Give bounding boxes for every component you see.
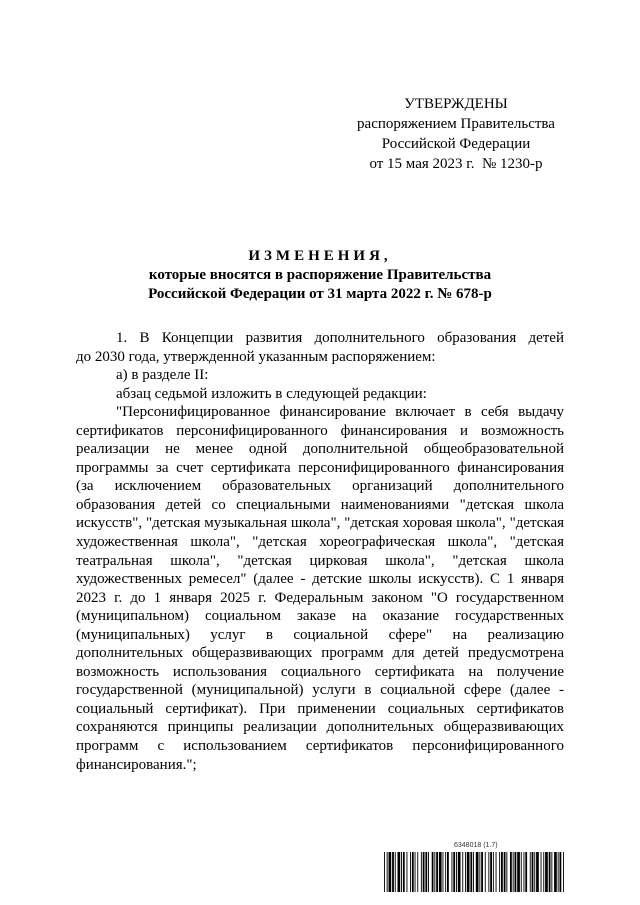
document-subtitle [0,266,640,304]
paragraph-2: а) в разделе II: [116,367,209,384]
approval-date-number: от 15 мая 2023 г. № 1230-р [369,156,543,172]
approval-heading: УТВЕРЖДЕНЫ [404,96,508,112]
document-title: ИЗМЕНЕНИЯ, [248,248,392,264]
subtitle-line-1: которые вносятся в распоряжение Правительства [148,267,492,283]
paragraph-1-line-1: 1. В Концепции развития дополнительного образования детей [116,330,564,346]
quoted-paragraph: "Персонифицированное финансирование включает в себя выдачу сертификатов персонифицированного финансирования и возможность реализации не менее одной дополнительной общеобразовательной программы за счет сертификата персонифицированного финансирования (за исключением образовательных организаций дополнительного образования детей со специальными наименованиями "детская школа искусств", "детская музыкальная школа", "детская хоровая школа", "детская художественная школа", "детская хореографическая школа", "детская театральная школа", "детская цирковая школа", "детская школа художественных ремесел" (далее - детские школы искусств). С 1 января 2023 г. до 1 января 2025 г. Федеральным законом "О государственном (муниципальном) социальном заказе на оказание государственных (муниципальных) услуг в социальной сфере" на реализацию дополнительных общеразвивающих программ для детей предусмотрена возможность использования социального сертификата на получение государственной (муниципальной) услуги в социальной сфере (далее - социальный сертификат). При применении социальных сертификатов сохраняются принципы реализации дополнительных общеразвивающих программ с использованием сертификатов персонифицированного финансирования."; [76,404,564,773]
barcode-image [384,852,564,892]
paragraph-1-line-2: до 2030 года, утвержденной указанным распоряжением: [76,348,436,365]
approval-block [330,94,582,174]
subtitle-line-2: Российской Федерации от 31 марта 2022 г. № 678-р [148,286,492,302]
barcode-label: 6348018 (1.7) [454,842,498,849]
approval-line-3: Российской Федерации [381,136,531,152]
approval-line-2: распоряжением Правительства [357,116,555,132]
document-body [76,329,564,774]
paragraph-3: абзац седьмой изложить в следующей редакции: [116,385,427,402]
